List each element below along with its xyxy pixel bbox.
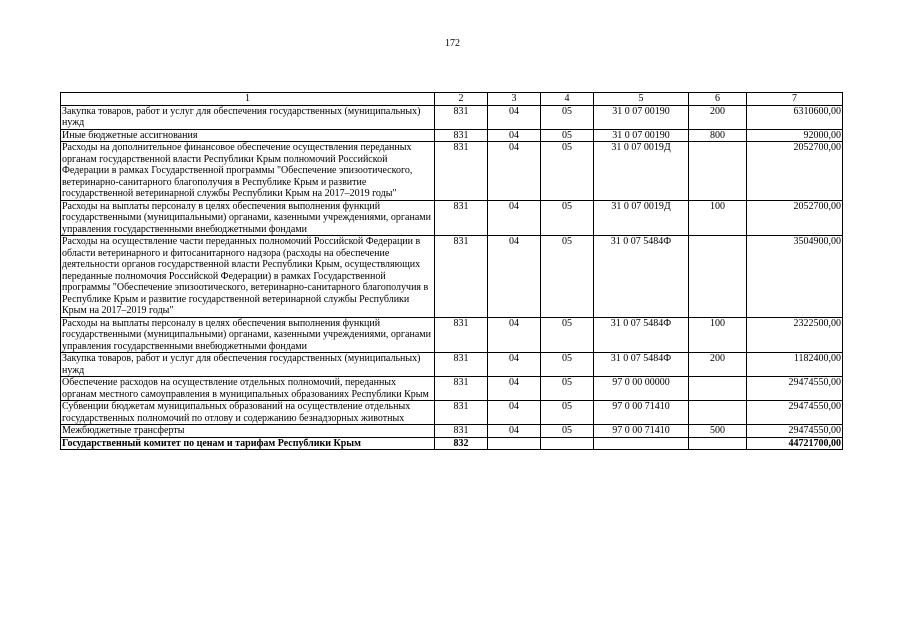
- header-cell: 1: [61, 93, 435, 106]
- row-amount: 44721700,00: [747, 437, 843, 450]
- row-description: Субвенции бюджетам муниципальных образований на осуществление отдельных государственных полномочий по отлову и содержанию безнадзорных животных: [61, 401, 435, 425]
- row-expense-type: 500: [689, 425, 747, 438]
- row-expense-type: 800: [689, 129, 747, 142]
- row-subsection: 05: [541, 425, 594, 438]
- row-subsection: 05: [541, 377, 594, 401]
- page-number: 172: [445, 38, 460, 49]
- row-description: Закупка товаров, работ и услуг для обеспечения государственных (муниципальных) нужд: [61, 353, 435, 377]
- row-target-article: 31 0 07 00190: [594, 129, 689, 142]
- row-section: 04: [488, 401, 541, 425]
- row-section: 04: [488, 317, 541, 353]
- row-subsection: 05: [541, 200, 594, 236]
- row-expense-type: 100: [689, 317, 747, 353]
- row-subsection: 05: [541, 236, 594, 318]
- row-target-article: 31 0 07 0019Д: [594, 142, 689, 201]
- table-row: [61, 353, 843, 377]
- row-expense-type: [689, 437, 747, 450]
- row-description: Иные бюджетные ассигнования: [61, 129, 435, 142]
- row-expense-type: 100: [689, 200, 747, 236]
- row-subsection: 05: [541, 317, 594, 353]
- row-code-ministry: 831: [435, 401, 488, 425]
- row-expense-type: 200: [689, 105, 747, 129]
- row-target-article: 31 0 07 0019Д: [594, 200, 689, 236]
- row-description: Закупка товаров, работ и услуг для обеспечения государственных (муниципальных) нужд: [61, 105, 435, 129]
- header-cell: 5: [594, 93, 689, 106]
- budget-table: [60, 92, 843, 450]
- table-row: [61, 377, 843, 401]
- row-target-article: 97 0 00 00000: [594, 377, 689, 401]
- table-row: [61, 142, 843, 201]
- row-code-ministry: 831: [435, 377, 488, 401]
- table-row: [61, 317, 843, 353]
- row-section: 04: [488, 200, 541, 236]
- row-expense-type: [689, 401, 747, 425]
- row-section: 04: [488, 142, 541, 201]
- row-target-article: [594, 437, 689, 450]
- row-subsection: 05: [541, 353, 594, 377]
- header-cell: 7: [747, 93, 843, 106]
- row-section: 04: [488, 105, 541, 129]
- row-description: Расходы на дополнительное финансовое обеспечение осуществления переданных органам государственной власти Республики Крым полномочий Российской Федерации в рамках Государственной программы "Обеспечение эпизоотического, ветеринарно-санитарного благополучия в Республике Крым и развитие государственной ветеринарной службы Республики Крым на 2017–2019 годы": [61, 142, 435, 201]
- row-target-article: 31 0 07 5484Ф: [594, 317, 689, 353]
- table-row: [61, 425, 843, 438]
- row-code-ministry: 831: [435, 236, 488, 318]
- table-row: [61, 401, 843, 425]
- row-amount: 92000,00: [747, 129, 843, 142]
- row-amount: 2322500,00: [747, 317, 843, 353]
- header-cell: 2: [435, 93, 488, 106]
- row-code-ministry: 831: [435, 105, 488, 129]
- row-description: Расходы на выплаты персоналу в целях обеспечения выполнения функций государственными (муниципальными) органами, казенными учреждениями, органами управления государственными внебюджетными фондами: [61, 317, 435, 353]
- row-amount: 29474550,00: [747, 401, 843, 425]
- row-expense-type: [689, 236, 747, 318]
- row-subsection: 05: [541, 105, 594, 129]
- row-description: Расходы на выплаты персоналу в целях обеспечения выполнения функций государственными (муниципальными) органами, казенными учреждениями, органами управления государственными внебюджетными фондами: [61, 200, 435, 236]
- row-amount: 3504900,00: [747, 236, 843, 318]
- row-section: 04: [488, 377, 541, 401]
- row-expense-type: [689, 142, 747, 201]
- row-code-ministry: 831: [435, 317, 488, 353]
- table-row: [61, 200, 843, 236]
- row-subsection: 05: [541, 142, 594, 201]
- row-code-ministry: 831: [435, 425, 488, 438]
- row-code-ministry: 831: [435, 142, 488, 201]
- row-code-ministry: 831: [435, 353, 488, 377]
- row-amount: 2052700,00: [747, 142, 843, 201]
- row-amount: 29474550,00: [747, 425, 843, 438]
- table-row: [61, 236, 843, 318]
- row-description: Обеспечение расходов на осуществление отдельных полномочий, переданных органам местного самоуправления в муниципальных образованиях Республики Крым: [61, 377, 435, 401]
- row-section: 04: [488, 129, 541, 142]
- header-cell: 3: [488, 93, 541, 106]
- row-code-ministry: 831: [435, 200, 488, 236]
- row-target-article: 31 0 07 5484Ф: [594, 353, 689, 377]
- row-expense-type: [689, 377, 747, 401]
- table-header-row: [61, 93, 843, 106]
- row-section: 04: [488, 236, 541, 318]
- table-row: [61, 129, 843, 142]
- row-expense-type: 200: [689, 353, 747, 377]
- row-amount: 29474550,00: [747, 377, 843, 401]
- row-target-article: 31 0 07 00190: [594, 105, 689, 129]
- row-code-ministry: 831: [435, 129, 488, 142]
- header-cell: 6: [689, 93, 747, 106]
- row-target-article: 31 0 07 5484Ф: [594, 236, 689, 318]
- header-cell: 4: [541, 93, 594, 106]
- table-row-committee-total: [61, 437, 843, 450]
- row-amount: 1182400,00: [747, 353, 843, 377]
- row-subsection: 05: [541, 401, 594, 425]
- row-amount: 2052700,00: [747, 200, 843, 236]
- row-target-article: 97 0 00 71410: [594, 401, 689, 425]
- row-section: [488, 437, 541, 450]
- row-code-ministry: 832: [435, 437, 488, 450]
- row-description: Расходы на осуществление части переданных полномочий Российской Федерации в области ветеринарного и фитосанитарного надзора (расходы на обеспечение деятельности органов государственной власти Республики Крым, осуществляющих переданные полномочия Российской Федерации) в рамках Государственной программы "Обеспечение эпизоотического, ветеринарно-санитарного благополучия в Республике Крым и развитие государственной ветеринарной службы Республики Крым на 2017–2019 годы": [61, 236, 435, 318]
- row-description: Межбюджетные трансферты: [61, 425, 435, 438]
- table-row: [61, 105, 843, 129]
- row-amount: 6310600,00: [747, 105, 843, 129]
- row-description: Государственный комитет по ценам и тарифам Республики Крым: [61, 437, 435, 450]
- row-subsection: [541, 437, 594, 450]
- row-section: 04: [488, 353, 541, 377]
- row-target-article: 97 0 00 71410: [594, 425, 689, 438]
- row-section: 04: [488, 425, 541, 438]
- row-subsection: 05: [541, 129, 594, 142]
